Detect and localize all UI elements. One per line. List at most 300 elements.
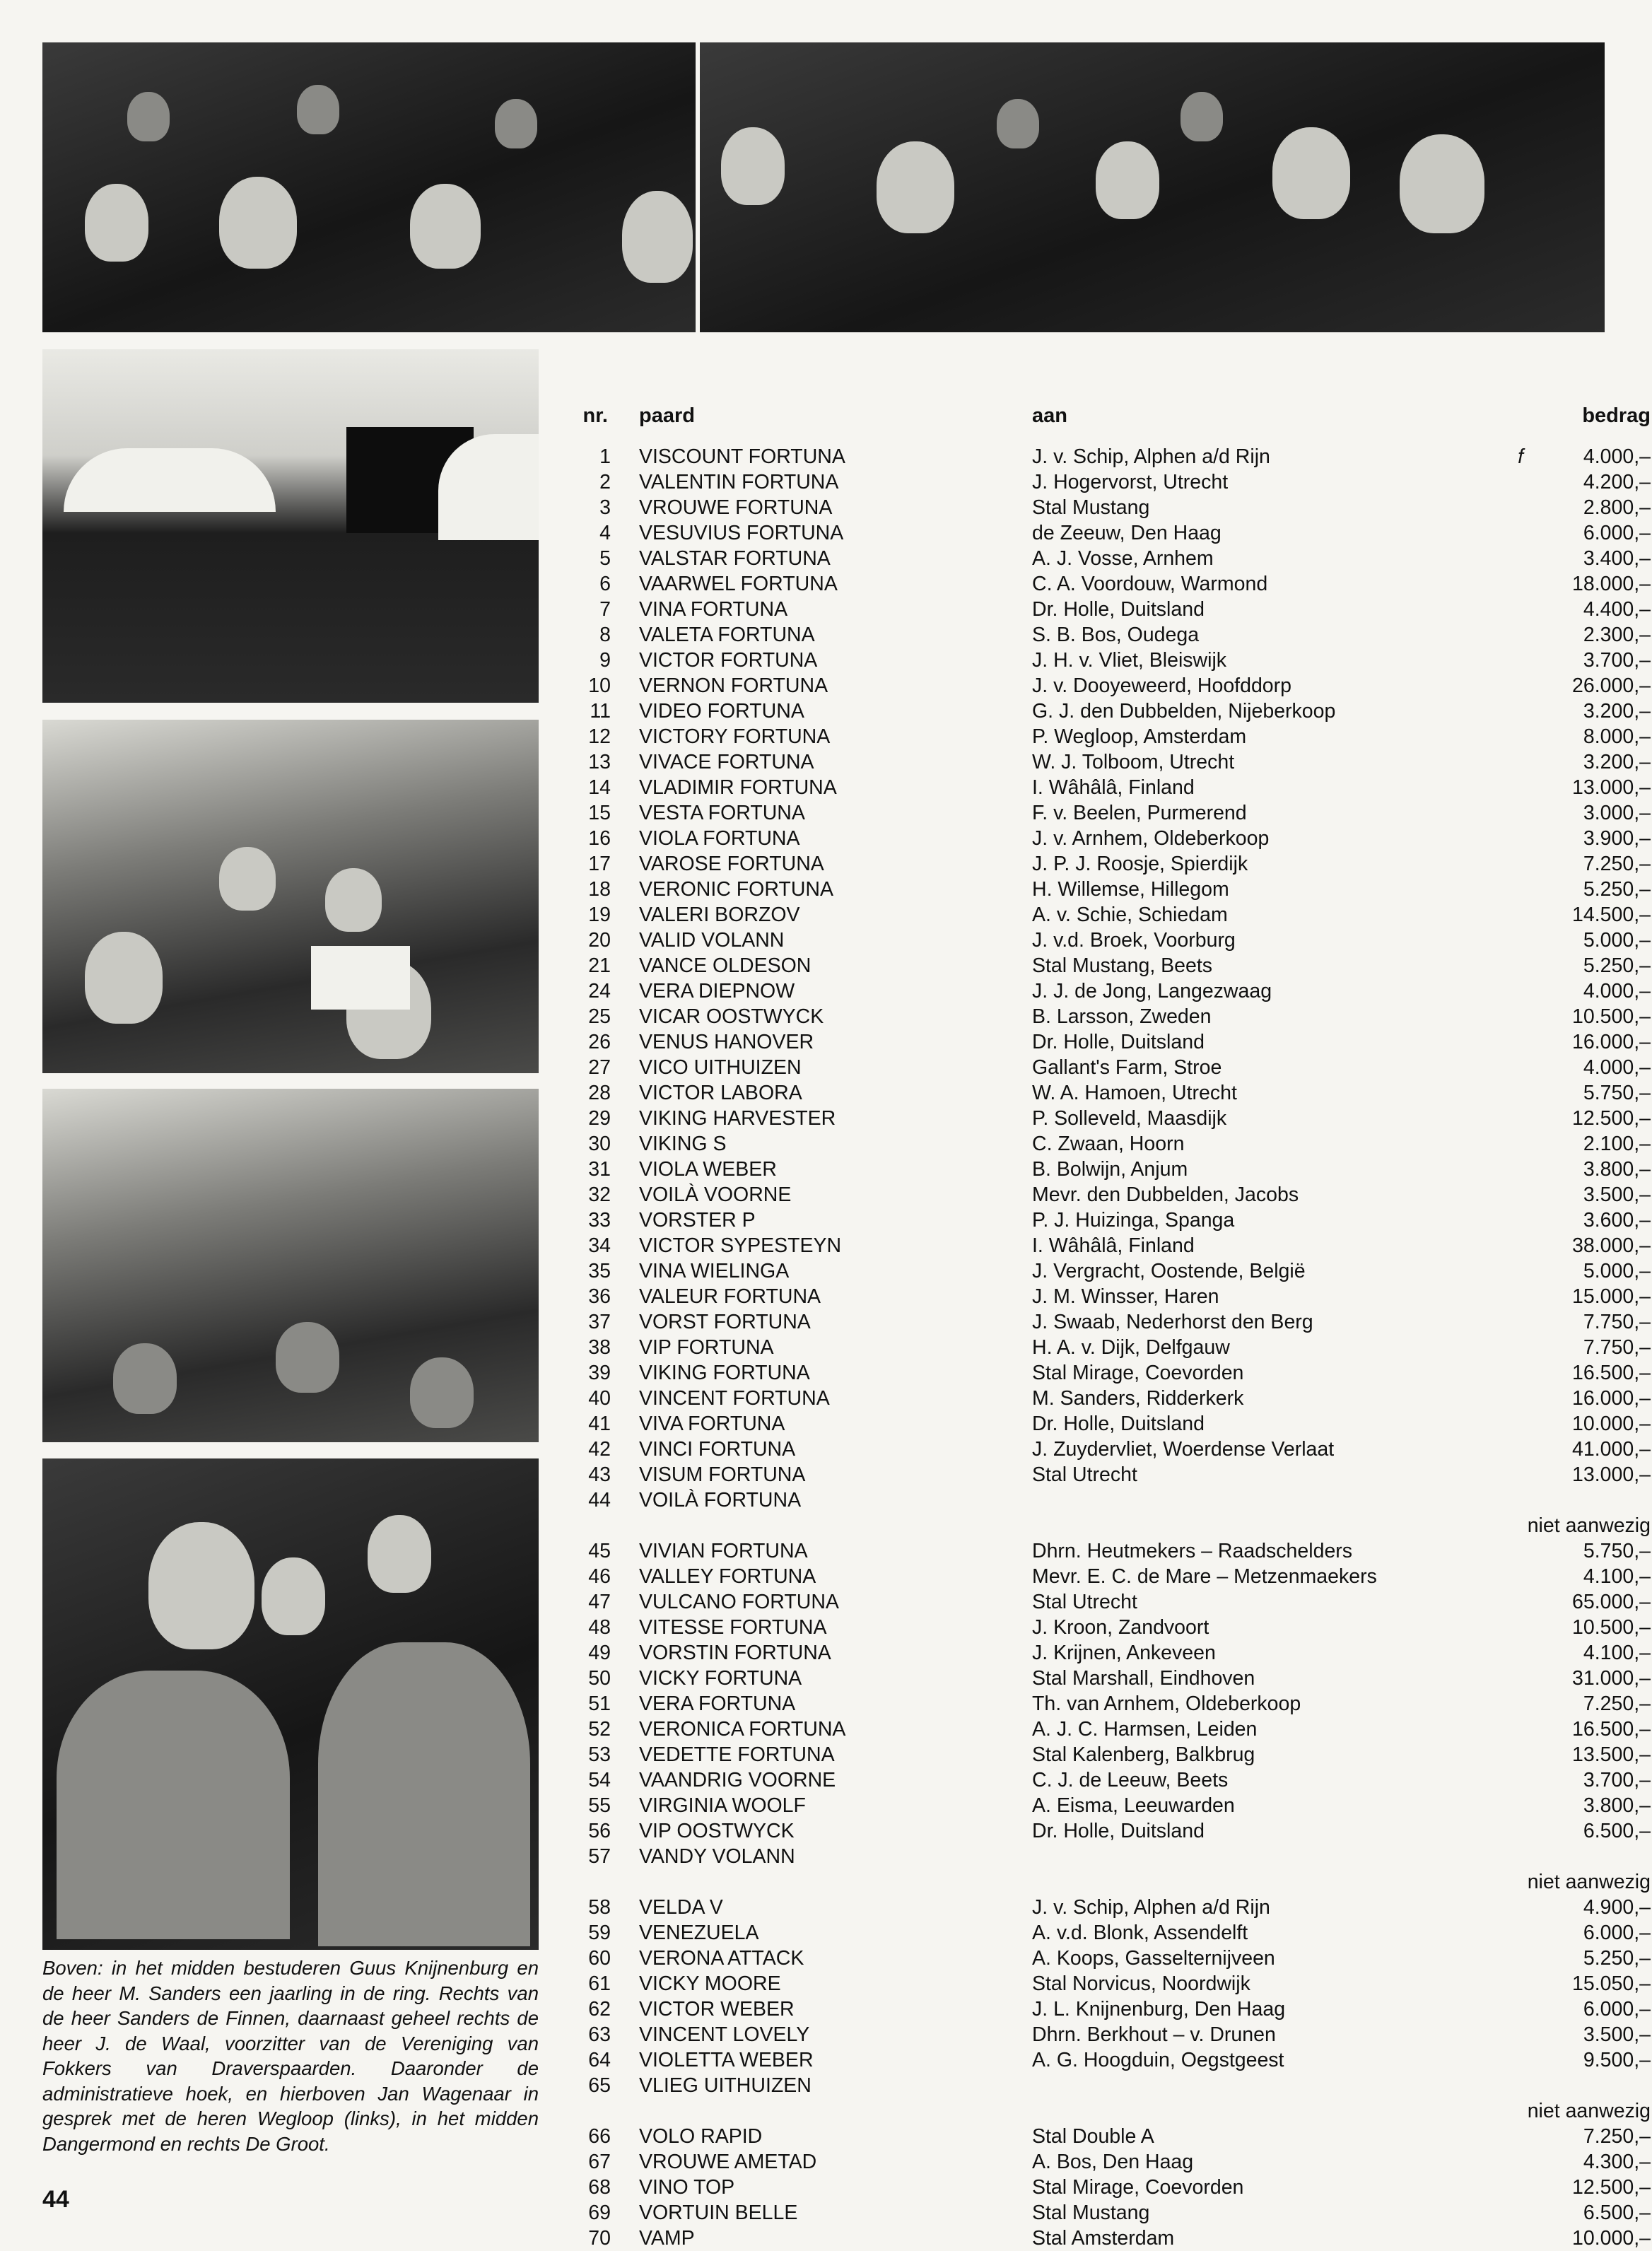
table-row [580,2149,1651,2175]
cell-paard: VAANDRIG VOORNE [639,1769,836,1791]
table-row [580,1742,1651,1767]
cell-paard: VROUWE AMETAD [639,2151,817,2173]
table-row [580,978,1651,1004]
table-row [580,1844,1651,1895]
table-row [580,1717,1651,1742]
cell-aan: J. v. Arnhem, Oldeberkoop [1032,827,1270,850]
cell-paard: VLADIMIR FORTUNA [639,776,837,799]
table-row [580,673,1651,698]
cell-aan: Dr. Holle, Duitsland [1032,1413,1205,1435]
table-row [580,800,1651,826]
cell-paard: VERONA ATTACK [639,1947,804,1970]
cell-paard: VANDY VOLANN [639,1845,795,1868]
sales-table [580,404,1651,2251]
cell-aan: Dr. Holle, Duitsland [1032,598,1205,621]
cell-nr: 42 [588,1438,611,1461]
cell-nr: 32 [588,1183,611,1206]
cell-bedrag: 3.900,– [1583,827,1651,850]
cell-nr: 68 [588,2176,611,2199]
table-row [580,749,1651,775]
table-row [580,2073,1651,2124]
cell-bedrag: 3.600,– [1583,1209,1651,1232]
cell-aan: J. Zuydervliet, Woerdense Verlaat [1032,1438,1335,1461]
cell-nr: 60 [588,1947,611,1970]
cell-nr: 41 [588,1413,611,1435]
cell-paard: VALID VOLANN [639,929,785,952]
table-row [580,1411,1651,1437]
cell-aan: C. J. de Leeuw, Beets [1032,1769,1229,1791]
table-row [580,648,1651,673]
cell-nr: 17 [588,853,611,875]
cell-paard: VAARWEL FORTUNA [639,573,838,595]
cell-nr: 26 [588,1031,611,1053]
cell-aan: Mevr. E. C. de Mare – Metzenmaekers [1032,1565,1377,1588]
table-row [580,1233,1651,1258]
cell-aan: A. v. Schie, Schiedam [1032,904,1228,926]
cell-nr: 12 [588,725,611,748]
cell-paard: VLIEG UITHUIZEN [639,2074,812,2097]
cell-bedrag: 4.000,– [1583,445,1651,468]
currency-symbol: f [1518,445,1523,468]
table-row [580,571,1651,597]
cell-paard: VALSTAR FORTUNA [639,547,831,570]
cell-nr: 58 [588,1896,611,1919]
table-row [580,1182,1651,1208]
cell-aan: J. v.d. Broek, Voorburg [1032,929,1236,952]
cell-nr: 35 [588,1260,611,1282]
cell-paard: VERONIC FORTUNA [639,878,833,901]
cell-bedrag: 38.000,– [1572,1234,1651,1257]
cell-aan: Stal Norvicus, Noordwijk [1032,1972,1250,1995]
cell-aan: J. Hogervorst, Utrecht [1032,471,1229,493]
cell-aan: Dr. Holle, Duitsland [1032,1820,1205,1842]
cell-nr: 56 [588,1820,611,1842]
cell-nr: 39 [588,1362,611,1384]
cell-paard: VORST FORTUNA [639,1311,811,1333]
cell-aan: P. Wegloop, Amsterdam [1032,725,1247,748]
cell-bedrag: 6.500,– [1583,2202,1651,2224]
table-row [580,1691,1651,1717]
cell-nr: 63 [588,2023,611,2046]
cell-aan: C. Zwaan, Hoorn [1032,1133,1185,1155]
cell-paard: VAROSE FORTUNA [639,853,824,875]
cell-nr: 64 [588,2049,611,2071]
table-row [580,1131,1651,1157]
cell-aan: S. B. Bos, Oudega [1032,624,1200,646]
cell-aan: J. M. Winsser, Haren [1032,1285,1219,1308]
cell-nr: 4 [599,522,611,544]
cell-paard: VIVACE FORTUNA [639,751,814,773]
table-row [580,622,1651,648]
cell-bedrag: 5.250,– [1583,954,1651,977]
cell-bedrag: 14.500,– [1572,904,1651,926]
cell-nr: 46 [588,1565,611,1588]
cell-nr: 51 [588,1692,611,1715]
cell-paard: VORTUIN BELLE [639,2202,798,2224]
cell-aan: J. v. Schip, Alphen a/d Rijn [1032,445,1270,468]
cell-aan: Stal Mustang [1032,496,1150,519]
cell-nr: 15 [588,802,611,824]
cell-bedrag: 4.100,– [1583,1642,1651,1664]
cell-nr: 47 [588,1591,611,1613]
cell-bedrag: 3.500,– [1583,1183,1651,1206]
cell-paard: VINCENT FORTUNA [639,1387,830,1410]
table-row [580,1309,1651,1335]
cell-nr: 11 [590,700,611,723]
cell-aan: G. J. den Dubbelden, Nijeberkoop [1032,700,1336,723]
table-row [580,1946,1651,1971]
table-row [580,2047,1651,2073]
cell-paard: VIOLETTA WEBER [639,2049,814,2071]
cell-aan: Stal Double A [1032,2125,1154,2148]
cell-aan: Stal Mustang [1032,2202,1150,2224]
cell-bedrag: 7.750,– [1583,1336,1651,1359]
cell-nr: 55 [588,1794,611,1817]
cell-paard: VALENTIN FORTUNA [639,471,839,493]
cell-nr: 31 [588,1158,611,1181]
table-row [580,1564,1651,1589]
table-row [580,775,1651,800]
cell-paard: VINCI FORTUNA [639,1438,796,1461]
cell-aan: C. A. Voordouw, Warmond [1032,573,1268,595]
table-row [580,1004,1651,1029]
table-row [580,1106,1651,1131]
cell-bedrag: 6.500,– [1583,1820,1651,1842]
cell-bedrag: 16.500,– [1572,1362,1651,1384]
cell-paard: VICTOR SYPESTEYN [639,1234,842,1257]
cell-nr: 67 [588,2151,611,2173]
cell-nr: 45 [588,1540,611,1562]
cell-paard: VICKY FORTUNA [639,1667,802,1690]
cell-nr: 53 [588,1743,611,1766]
cell-aan: J. H. v. Vliet, Bleiswijk [1032,649,1227,672]
table-row [580,2175,1651,2200]
table-row [580,1767,1651,1793]
cell-paard: VIDEO FORTUNA [639,700,804,723]
cell-aan: Th. van Arnhem, Oldeberkoop [1032,1692,1301,1715]
cell-nr: 19 [588,904,611,926]
table-row [580,826,1651,851]
page-number: 44 [42,2186,69,2213]
cell-aan: J. Vergracht, Oostende, België [1032,1260,1306,1282]
cell-paard: VIP OOSTWYCK [639,1820,795,1842]
cell-nr: 7 [599,598,611,621]
header-paard: paard [639,404,695,427]
table-row [580,877,1651,902]
table-row [580,1793,1651,1818]
table-row [580,1029,1651,1055]
cell-aan: P. Solleveld, Maasdijk [1032,1107,1227,1130]
table-row [580,1386,1651,1411]
cell-paard: VELDA V [639,1896,723,1919]
table-row [580,1055,1651,1080]
cell-bedrag: 3.700,– [1583,649,1651,672]
photo-audience-right [700,42,1605,332]
photo-caption: Boven: in het midden bestuderen Guus Knijnenburg en de heer M. Sanders een jaarling in de ring. Rechts van de heer Sanders de Finnen, daarnaast geheel rechts de heer J. de Waal, voorzitter van de Vereniging van Fokkers van Draverspaarden. Daaronder de administratieve hoek, en hierboven Jan Wagenaar in gesprek met de heren Wegloop (links), in het midden Dangermond en rechts De Groot. [42,1957,539,2155]
cell-bedrag: 6.000,– [1583,522,1651,544]
cell-paard: VIVIAN FORTUNA [639,1540,808,1562]
cell-aan: J. P. J. Roosje, Spierdijk [1032,853,1248,875]
cell-nr: 69 [588,2202,611,2224]
cell-paard: VINO TOP [639,2176,735,2199]
cell-paard: VALEUR FORTUNA [639,1285,821,1308]
cell-paard: VISUM FORTUNA [639,1463,806,1486]
table-row [580,520,1651,546]
cell-aan: W. A. Hamoen, Utrecht [1032,1082,1237,1104]
cell-bedrag: 3.200,– [1583,751,1651,773]
cell-nr: 1 [599,445,611,468]
cell-bedrag: niet aanwezig [1527,1871,1651,1893]
cell-bedrag: 65.000,– [1572,1591,1651,1613]
cell-aan: Stal Utrecht [1032,1591,1137,1613]
cell-nr: 59 [588,1922,611,1944]
cell-bedrag: 3.800,– [1583,1794,1651,1817]
cell-nr: 40 [588,1387,611,1410]
table-header [580,404,1651,444]
cell-nr: 2 [599,471,611,493]
cell-nr: 62 [588,1998,611,2021]
cell-paard: VROUWE FORTUNA [639,496,833,519]
cell-nr: 18 [588,878,611,901]
cell-bedrag: niet aanwezig [1527,2100,1651,2122]
cell-aan: Dhrn. Heutmekers – Raadschelders [1032,1540,1353,1562]
table-row [580,2200,1651,2226]
cell-bedrag: 10.000,– [1572,1413,1651,1435]
cell-paard: VICTOR LABORA [639,1082,802,1104]
cell-nr: 48 [588,1616,611,1639]
cell-bedrag: 7.250,– [1583,1692,1651,1715]
cell-paard: VINA WIELINGA [639,1260,790,1282]
table-row [580,1360,1651,1386]
cell-bedrag: 10.000,– [1572,2227,1651,2250]
cell-aan: H. Willemse, Hillegom [1032,878,1229,901]
cell-paard: VOLO RAPID [639,2125,763,2148]
cell-bedrag: 8.000,– [1583,725,1651,748]
cell-paard: VICTORY FORTUNA [639,725,831,748]
cell-paard: VIKING FORTUNA [639,1362,810,1384]
cell-aan: Stal Kalenberg, Balkbrug [1032,1743,1255,1766]
table-row [580,1895,1651,1920]
cell-aan: Stal Marshall, Eindhoven [1032,1667,1255,1690]
cell-bedrag: 41.000,– [1572,1438,1651,1461]
cell-paard: VICTOR FORTUNA [639,649,818,672]
cell-paard: VORSTIN FORTUNA [639,1642,831,1664]
cell-aan: A. Koops, Gasselternijveen [1032,1947,1275,1970]
cell-bedrag: 16.000,– [1572,1031,1651,1053]
cell-nr: 44 [588,1489,611,1512]
cell-bedrag: 2.100,– [1583,1133,1651,1155]
cell-nr: 27 [588,1056,611,1079]
cell-aan: A. Eisma, Leeuwarden [1032,1794,1235,1817]
table-row [580,1208,1651,1233]
cell-aan: W. J. Tolboom, Utrecht [1032,751,1235,773]
cell-aan: J. v. Schip, Alphen a/d Rijn [1032,1896,1270,1919]
cell-aan: F. v. Beelen, Purmerend [1032,802,1247,824]
cell-paard: VERA DIEPNOW [639,980,795,1002]
cell-paard: VINCENT LOVELY [639,2023,810,2046]
cell-paard: VERNON FORTUNA [639,674,828,697]
cell-paard: VICTOR WEBER [639,1998,795,2021]
cell-paard: VICO UITHUIZEN [639,1056,802,1079]
table-row [580,1157,1651,1182]
cell-bedrag: 10.500,– [1572,1005,1651,1028]
cell-bedrag: 6.000,– [1583,1998,1651,2021]
cell-paard: VULCANO FORTUNA [639,1591,839,1613]
cell-bedrag: 26.000,– [1572,674,1651,697]
cell-aan: I. Wâhâlâ, Finland [1032,1234,1195,1257]
table-row [580,2022,1651,2047]
table-row [580,1971,1651,1996]
cell-bedrag: 5.000,– [1583,929,1651,952]
cell-bedrag: 3.000,– [1583,802,1651,824]
cell-nr: 54 [588,1769,611,1791]
cell-nr: 43 [588,1463,611,1486]
cell-paard: VEDETTE FORTUNA [639,1743,835,1766]
cell-nr: 65 [588,2074,611,2097]
cell-nr: 14 [588,776,611,799]
cell-paard: VIRGINIA WOOLF [639,1794,806,1817]
table-row [580,1666,1651,1691]
cell-nr: 49 [588,1642,611,1664]
cell-bedrag: 12.500,– [1572,1107,1651,1130]
cell-nr: 37 [588,1311,611,1333]
cell-aan: A. G. Hoogduin, Oegstgeest [1032,2049,1284,2071]
cell-bedrag: 15.050,– [1572,1972,1651,1995]
cell-paard: VICKY MOORE [639,1972,781,1995]
cell-nr: 66 [588,2125,611,2148]
cell-nr: 70 [588,2227,611,2250]
table-row [580,1437,1651,1462]
table-row [580,469,1651,495]
cell-nr: 6 [599,573,611,595]
table-row [580,1335,1651,1360]
photo-audience-left [42,42,696,332]
cell-bedrag: 13.500,– [1572,1743,1651,1766]
photo-conversation [42,1458,539,1950]
cell-bedrag: 7.250,– [1583,853,1651,875]
table-row [580,1080,1651,1106]
cell-aan: Dr. Holle, Duitsland [1032,1031,1205,1053]
cell-paard: VISCOUNT FORTUNA [639,445,845,468]
table-row [580,1589,1651,1615]
cell-bedrag: 3.200,– [1583,700,1651,723]
cell-aan: P. J. Huizinga, Spanga [1032,1209,1235,1232]
cell-nr: 20 [588,929,611,952]
cell-paard: VERA FORTUNA [639,1692,796,1715]
cell-paard: VOILÀ VOORNE [639,1183,792,1206]
cell-aan: J. Swaab, Nederhorst den Berg [1032,1311,1313,1333]
photo-administration-tables [42,720,539,1073]
cell-bedrag: 4.900,– [1583,1896,1651,1919]
cell-paard: VINA FORTUNA [639,598,788,621]
cell-nr: 61 [588,1972,611,1995]
table-row [580,1258,1651,1284]
cell-bedrag: 6.000,– [1583,1922,1651,1944]
cell-paard: VANCE OLDESON [639,954,812,977]
table-row [580,2226,1651,2251]
photo-tents-field [42,349,539,703]
cell-aan: Mevr. den Dubbelden, Jacobs [1032,1183,1299,1206]
table-row [580,1284,1651,1309]
table-row [580,444,1651,469]
cell-paard: VALETA FORTUNA [639,624,815,646]
cell-paard: VERONICA FORTUNA [639,1718,846,1741]
cell-bedrag: 4.200,– [1583,471,1651,493]
table-row [580,928,1651,953]
cell-nr: 36 [588,1285,611,1308]
cell-nr: 13 [588,751,611,773]
cell-paard: VIOLA WEBER [639,1158,777,1181]
cell-aan: M. Sanders, Ridderkerk [1032,1387,1244,1410]
cell-bedrag: 5.250,– [1583,878,1651,901]
cell-bedrag: 9.500,– [1583,2049,1651,2071]
cell-aan: A. J. C. Harmsen, Leiden [1032,1718,1258,1741]
cell-bedrag: 3.700,– [1583,1769,1651,1791]
cell-nr: 30 [588,1133,611,1155]
cell-aan: Stal Utrecht [1032,1463,1137,1486]
header-bedrag: bedrag [1582,404,1651,427]
cell-aan: Dhrn. Berkhout – v. Drunen [1032,2023,1276,2046]
cell-aan: I. Wâhâlâ, Finland [1032,776,1195,799]
cell-bedrag: 16.500,– [1572,1718,1651,1741]
photo-tent-crowd [42,1089,539,1442]
cell-bedrag: 3.800,– [1583,1158,1651,1181]
table-row [580,1996,1651,2022]
cell-paard: VIVA FORTUNA [639,1413,785,1435]
cell-nr: 38 [588,1336,611,1359]
table-row [580,851,1651,877]
cell-nr: 10 [588,674,611,697]
cell-bedrag: 13.000,– [1572,776,1651,799]
cell-nr: 21 [588,954,611,977]
cell-aan: A. Bos, Den Haag [1032,2151,1194,2173]
cell-bedrag: 31.000,– [1572,1667,1651,1690]
cell-bedrag: 15.000,– [1572,1285,1651,1308]
cell-bedrag: 3.400,– [1583,547,1651,570]
cell-paard: VIOLA FORTUNA [639,827,800,850]
cell-nr: 52 [588,1718,611,1741]
cell-nr: 57 [588,1845,611,1868]
cell-paard: VITESSE FORTUNA [639,1616,827,1639]
cell-paard: VESTA FORTUNA [639,802,805,824]
cell-nr: 3 [599,496,611,519]
table-row [580,2124,1651,2149]
cell-nr: 24 [588,980,611,1002]
cell-aan: J. Kroon, Zandvoort [1032,1616,1209,1639]
table-row [580,698,1651,724]
cell-aan: Stal Mirage, Coevorden [1032,2176,1244,2199]
cell-bedrag: 4.000,– [1583,980,1651,1002]
cell-nr: 9 [599,649,611,672]
cell-bedrag: 5.250,– [1583,1947,1651,1970]
cell-aan: Gallant's Farm, Stroe [1032,1056,1222,1079]
cell-bedrag: 10.500,– [1572,1616,1651,1639]
cell-paard: VALERI BORZOV [639,904,800,926]
cell-aan: Stal Mustang, Beets [1032,954,1213,977]
cell-nr: 28 [588,1082,611,1104]
table-row [580,1462,1651,1487]
cell-bedrag: 16.000,– [1572,1387,1651,1410]
cell-paard: VICAR OOSTWYCK [639,1005,824,1028]
cell-aan: A. J. Vosse, Arnhem [1032,547,1214,570]
table-row [580,1615,1651,1640]
table-row [580,597,1651,622]
cell-bedrag: 5.750,– [1583,1082,1651,1104]
cell-aan: de Zeeuw, Den Haag [1032,522,1222,544]
table-body [580,444,1651,2251]
table-row [580,546,1651,571]
cell-aan: A. v.d. Blonk, Assendelft [1032,1922,1248,1944]
